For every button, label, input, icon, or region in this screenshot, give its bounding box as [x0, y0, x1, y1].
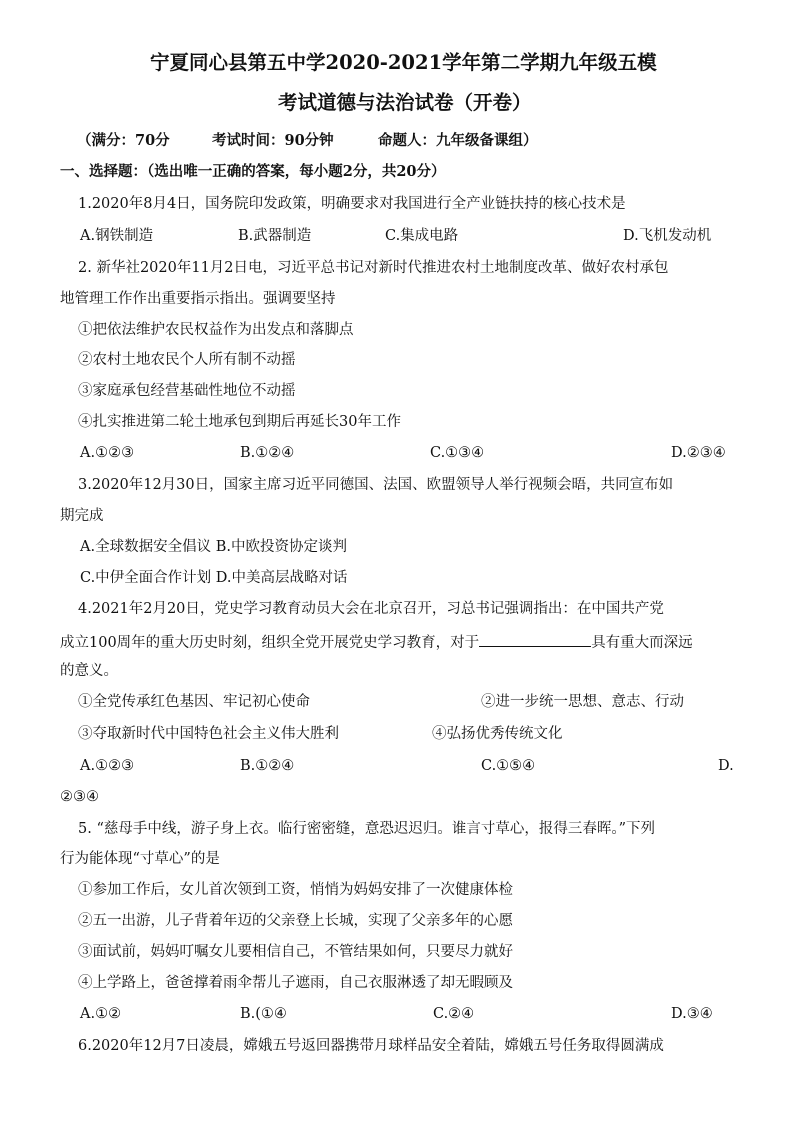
exam-time-info: 考试时间：90分钟: [212, 132, 334, 149]
q2-stem-line2: 地管理工作作出重要指示指出。强调要坚持: [60, 291, 336, 307]
q2-item-2: ②农村土地农民个人所有制不动摇: [78, 352, 296, 368]
q5-item-1: ①参加工作后，女儿首次领到工资，悄悄为妈妈安排了一次健康体检: [78, 882, 513, 898]
q4-option-b: B.①②④: [240, 758, 295, 774]
q1-option-d: D.飞机发动机: [623, 228, 712, 244]
exam-score-info: （满分：70分: [77, 132, 170, 149]
q5-option-a: A.①②: [80, 1006, 122, 1022]
q3-options-cd: C.中伊全面合作计划 D.中美高层战略对话: [80, 570, 348, 586]
q3-stem-line2: 期完成: [60, 508, 104, 524]
q4-stem-line3: 的意义。: [60, 663, 118, 679]
exam-title-line1: 宁夏同心县第五中学2020-2021学年第二学期九年级五模: [150, 51, 657, 74]
q3-options-ab: A.全球数据安全倡议 B.中欧投资协定谈判: [80, 539, 347, 555]
q4-item-1: ①全党传承红色基因、牢记初心使命: [78, 694, 310, 710]
q5-option-d: D.③④: [671, 1006, 713, 1022]
q2-item-1: ①把依法维护农民权益作为出发点和落脚点: [78, 322, 354, 338]
q2-option-b: B.①②④: [240, 445, 295, 461]
q6-stem-line1: 6.2020年12月7日凌晨，嫦娥五号返回器携带月球样品安全着陆，嫦娥五号任务取得圆满成: [78, 1038, 664, 1054]
q4-option-d: D.: [718, 758, 734, 774]
q4-option-d-continued: ②③④: [60, 789, 99, 805]
q4-option-a: A.①②③: [80, 758, 135, 774]
q2-option-a: A.①②③: [80, 445, 135, 461]
q5-item-2: ②五一出游，儿子背着年迈的父亲登上长城，实现了父亲多年的心愿: [78, 913, 513, 929]
answer-blank: [479, 630, 591, 647]
q1-option-a: A.钢铁制造: [80, 228, 154, 244]
q4-item-3: ③夺取新时代中国特色社会主义伟大胜利: [78, 726, 339, 742]
q4-item-2: ②进一步统一思想、意志、行动: [481, 694, 684, 710]
q1-option-b: B.武器制造: [238, 228, 312, 244]
q5-option-c: C.②④: [433, 1006, 475, 1022]
q4-stem-line2: [60, 630, 693, 653]
q1-option-c: C.集成电路: [385, 228, 459, 244]
q1-stem: 1.2020年8月4日，国务院印发政策，明确要求对我国进行全产业链扶持的核心技术是: [78, 196, 626, 212]
q2-item-4: ④扎实推进第二轮土地承包到期后再延长30年工作: [78, 414, 401, 430]
q5-option-b: B.(①④: [240, 1006, 287, 1022]
q2-option-d: D.②③④: [671, 445, 726, 461]
section-heading: 一、选择题：（选出唯一正确的答案，每小题2分，共20分）: [60, 163, 446, 180]
q4-stem-line2-start: 成立100周年的重大历史时刻，组织全党开展党史学习教育，对于: [60, 635, 480, 651]
q2-stem-line1: 2. 新华社2020年11月2日电，习近平总书记对新时代推进农村土地制度改革、做好农村承包: [78, 260, 669, 276]
q5-stem-line1: 5. “慈母手中线，游子身上衣。临行密密缝，意恐迟迟归。谁言寸草心，报得三春晖。”下列: [78, 821, 656, 837]
q3-stem-line1: 3.2020年12月30日，国家主席习近平同德国、法国、欧盟领导人举行视频会晤，共同宣布如: [78, 477, 674, 493]
q5-item-4: ④上学路上，爸爸撑着雨伞帮儿子遮雨，自己衣服淋透了却无暇顾及: [78, 975, 513, 991]
q5-item-3: ③面试前，妈妈叮嘱女儿要相信自己，不管结果如何，只要尽力就好: [78, 944, 513, 960]
q4-item-4: ④弘扬优秀传统文化: [432, 726, 563, 742]
q5-stem-line2: 行为能体现“寸草心”的是: [60, 851, 220, 867]
exam-title-line2: 考试道德与法治试卷（开卷）: [278, 91, 532, 114]
q2-option-c: C.①③④: [430, 445, 485, 461]
q4-option-c: C.①⑤④: [481, 758, 536, 774]
q4-stem-line1: 4.2021年2月20日，党史学习教育动员大会在北京召开，习总书记强调指出：在中国共产党: [78, 601, 664, 617]
exam-author-info: 命题人：九年级备课组）: [378, 132, 538, 149]
q4-stem-line2-end: 具有重大而深远: [591, 635, 693, 651]
q2-item-3: ③家庭承包经营基础性地位不动摇: [78, 383, 296, 399]
